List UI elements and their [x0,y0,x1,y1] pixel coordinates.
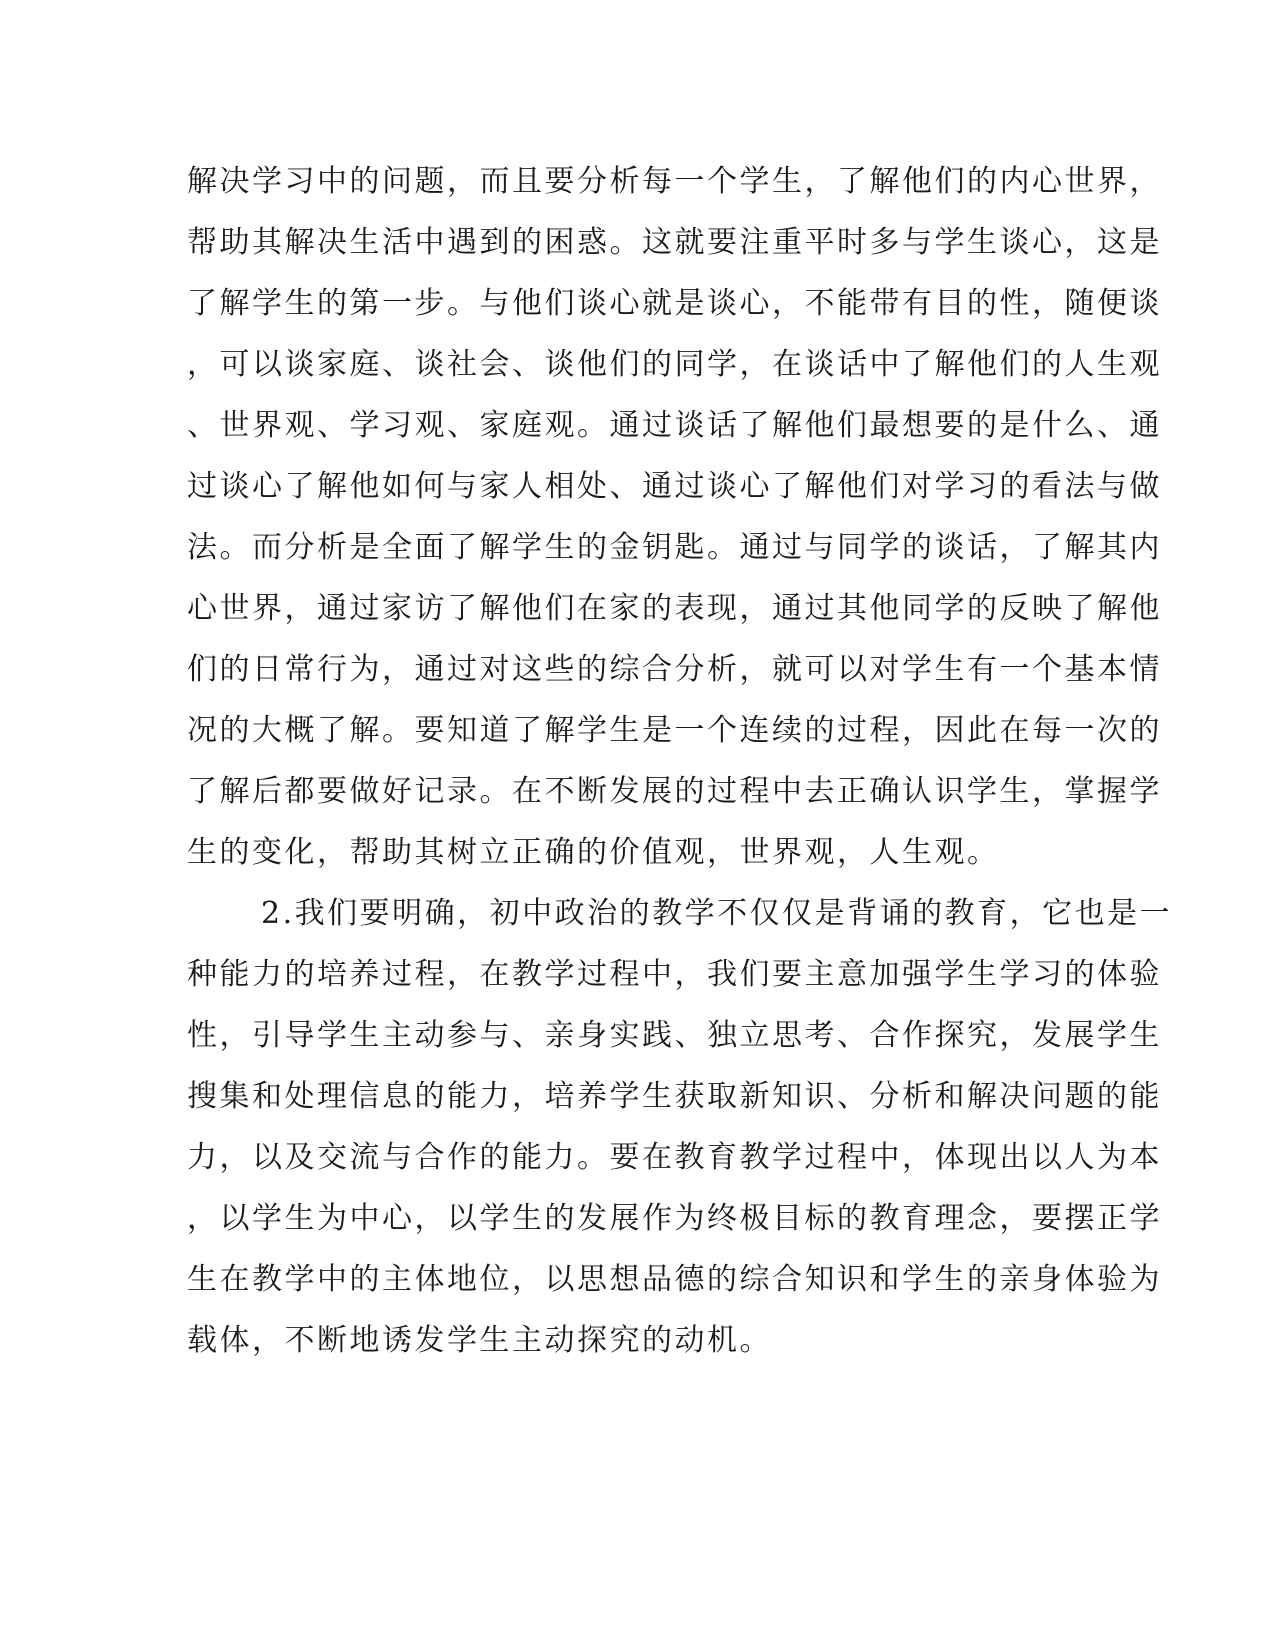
text-line: 们的日常行为，通过对这些的综合分析，就可以对学生有一个基本情 [187,652,1162,687]
text-line: 了解后都要做好记录。在不断发展的过程中去正确认识学生，掌握学 [187,774,1162,809]
text-line: 搜集和处理信息的能力，培养学生获取新知识、分析和解决问题的能 [187,1079,1162,1114]
paragraph-2-first-line: 2.我们要明确，初中政治的教学不仅仅是背诵的教育，它也是一 [261,896,1173,931]
text-line: 帮助其解决生活中遇到的困惑。这就要注重平时多与学生谈心，这是 [187,225,1162,260]
text-line: 心世界，通过家访了解他们在家的表现，通过其他同学的反映了解他 [187,591,1162,626]
body-text [187,161,1173,1381]
text-line: 性，引导学生主动参与、亲身实践、独立思考、合作探究，发展学生 [187,1018,1162,1053]
text-line: 生在教学中的主体地位，以思想品德的综合知识和学生的亲身体验为 [187,1262,1162,1297]
text-line: 力，以及交流与合作的能力。要在教育教学过程中，体现出以人为本 [187,1140,1162,1175]
text-line: 、世界观、学习观、家庭观。通过谈话了解他们最想要的是什么、通 [187,408,1162,443]
text-line: 过谈心了解他如何与家人相处、通过谈心了解他们对学习的看法与做 [187,469,1162,504]
text-line: 了解学生的第一步。与他们谈心就是谈心，不能带有目的性，随便谈 [187,286,1162,321]
text-line: ，可以谈家庭、谈社会、谈他们的同学，在谈话中了解他们的人生观 [187,347,1162,382]
text-line: 况的大概了解。要知道了解学生是一个连续的过程，因此在每一次的 [187,713,1162,748]
text-line: 载体，不断地诱发学生主动探究的动机。 [187,1323,772,1358]
text-line: 法。而分析是全面了解学生的金钥匙。通过与同学的谈话，了解其内 [187,530,1162,565]
text-line: 种能力的培养过程，在教学过程中，我们要主意加强学生学习的体验 [187,957,1162,992]
text-line: 解决学习中的问题，而且要分析每一个学生，了解他们的内心世界， [187,164,1162,199]
text-line: 生的变化，帮助其树立正确的价值观，世界观，人生观。 [187,835,1000,870]
text-line: ，以学生为中心，以学生的发展作为终极目标的教育理念，要摆正学 [187,1201,1162,1236]
